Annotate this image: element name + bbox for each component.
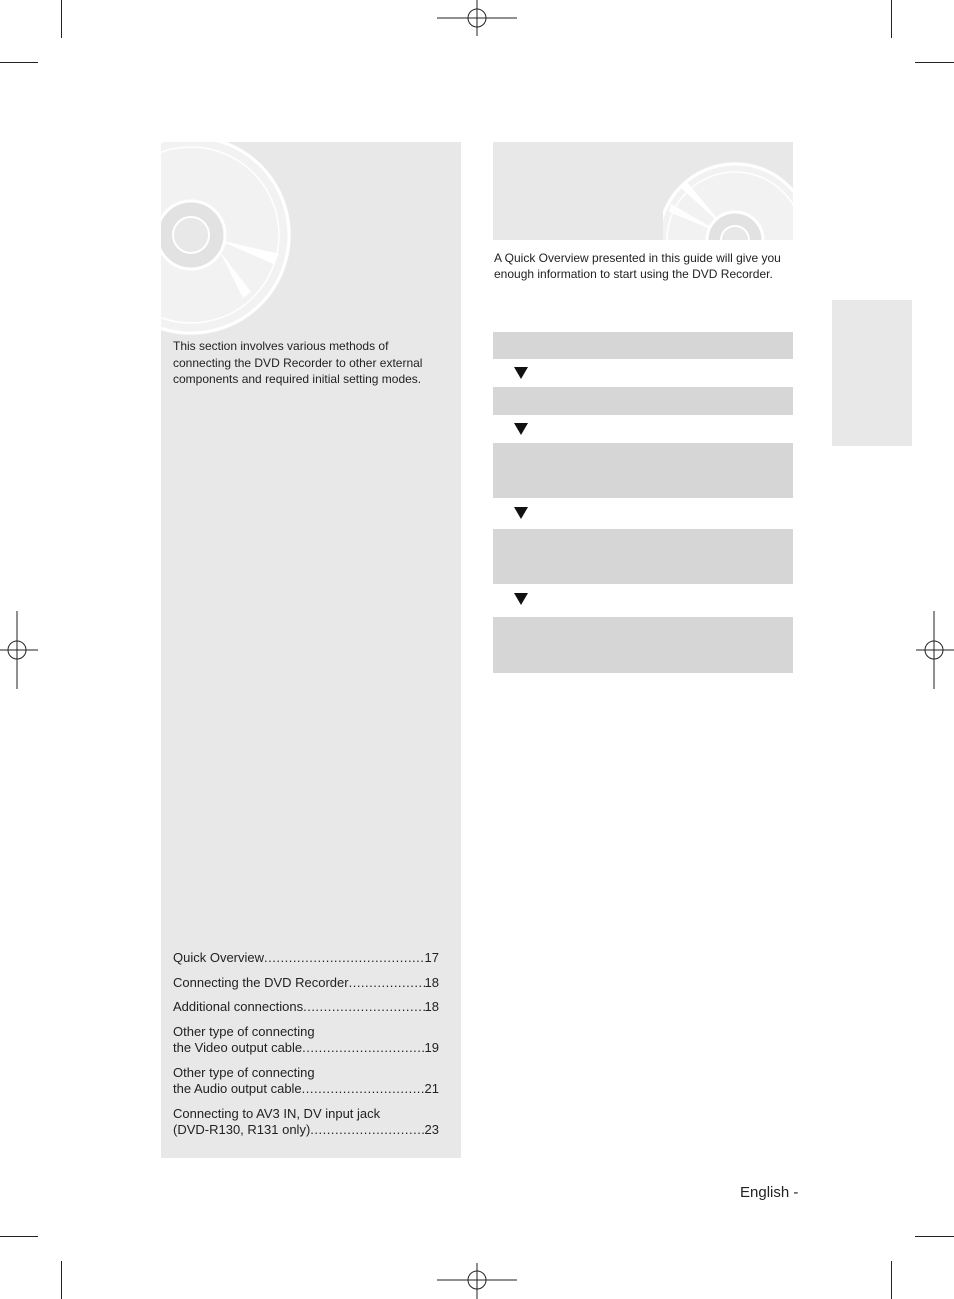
disc-icon — [663, 152, 793, 240]
toc-entry — [173, 1106, 439, 1139]
toc-leader-dots — [302, 1081, 425, 1098]
section-intro-text: This section involves various methods of connecting the DVD Recorder to other external components and required initial setting modes. — [173, 339, 423, 386]
crop-mark — [891, 1261, 892, 1299]
toc-entry-line — [173, 975, 439, 992]
down-arrow-icon — [514, 507, 528, 519]
toc-leader-dots — [349, 975, 425, 992]
toc-leader-dots — [310, 1122, 424, 1139]
toc-leader-dots — [302, 1040, 424, 1057]
disc-icon — [161, 142, 311, 342]
crop-mark — [915, 1236, 954, 1237]
quick-overview-header-panel — [493, 142, 793, 240]
flow-step-box — [493, 443, 793, 498]
toc-entry — [173, 950, 439, 967]
toc-entry-page-number: 18 — [424, 999, 439, 1014]
down-arrow-icon — [514, 367, 528, 379]
toc-entry-page-number: 19 — [424, 1040, 439, 1055]
crop-mark — [0, 62, 38, 63]
page-footer-language: English - — [740, 1184, 799, 1201]
toc-entry-page-number: 23 — [424, 1122, 439, 1137]
toc-entry-line — [173, 1122, 439, 1139]
toc-entry-title-line: Other type of connecting — [173, 1064, 315, 1080]
crop-mark — [61, 1261, 62, 1299]
toc-entry-label: Additional connections — [173, 999, 304, 1014]
flow-step-box — [493, 387, 793, 415]
crop-mark — [61, 0, 62, 38]
toc-entry-page-number: 21 — [424, 1081, 439, 1096]
toc-entry-label: the Audio output cable — [173, 1081, 302, 1096]
toc-entry-line — [173, 999, 439, 1016]
registration-mark-right — [914, 611, 954, 689]
toc-entry-label: (DVD-R130, R131 only) — [173, 1122, 311, 1137]
toc-entry-label: Connecting the DVD Recorder — [173, 974, 349, 990]
crop-mark — [915, 62, 954, 63]
toc-entry-label: the Video output cable — [173, 1040, 303, 1055]
toc-entry-page-number: 17 — [424, 950, 439, 965]
toc-entry — [173, 1024, 439, 1057]
toc-entry-label: Quick Overview — [173, 950, 265, 965]
table-of-contents — [173, 950, 439, 1147]
toc-leader-dots — [303, 999, 424, 1016]
toc-entry-title-line: Connecting to AV3 IN, DV input jack — [173, 1105, 381, 1121]
toc-entry-page-number: 18 — [424, 974, 439, 990]
down-arrow-icon — [514, 423, 528, 435]
toc-entry-line — [173, 1040, 439, 1057]
quick-overview-intro-text: A Quick Overview presented in this guide will give you enough information to start using the DVD Recorder. — [494, 251, 781, 281]
down-arrow-icon — [514, 593, 528, 605]
crop-mark — [891, 0, 892, 38]
registration-mark-left — [0, 611, 40, 689]
registration-mark-bottom — [437, 1261, 517, 1299]
flow-step-box — [493, 529, 793, 584]
flow-step-box — [493, 617, 793, 673]
toc-entry-title-line: Other type of connecting — [173, 1023, 315, 1039]
toc-entry — [173, 1065, 439, 1098]
toc-entry — [173, 999, 439, 1016]
toc-entry-line — [173, 950, 439, 967]
toc-entry — [173, 975, 439, 992]
flow-step-box — [493, 332, 793, 359]
crop-mark — [0, 1236, 38, 1237]
registration-mark-top — [437, 0, 517, 38]
toc-leader-dots — [264, 950, 425, 967]
chapter-side-tab — [832, 300, 912, 446]
toc-entry-line — [173, 1081, 439, 1098]
